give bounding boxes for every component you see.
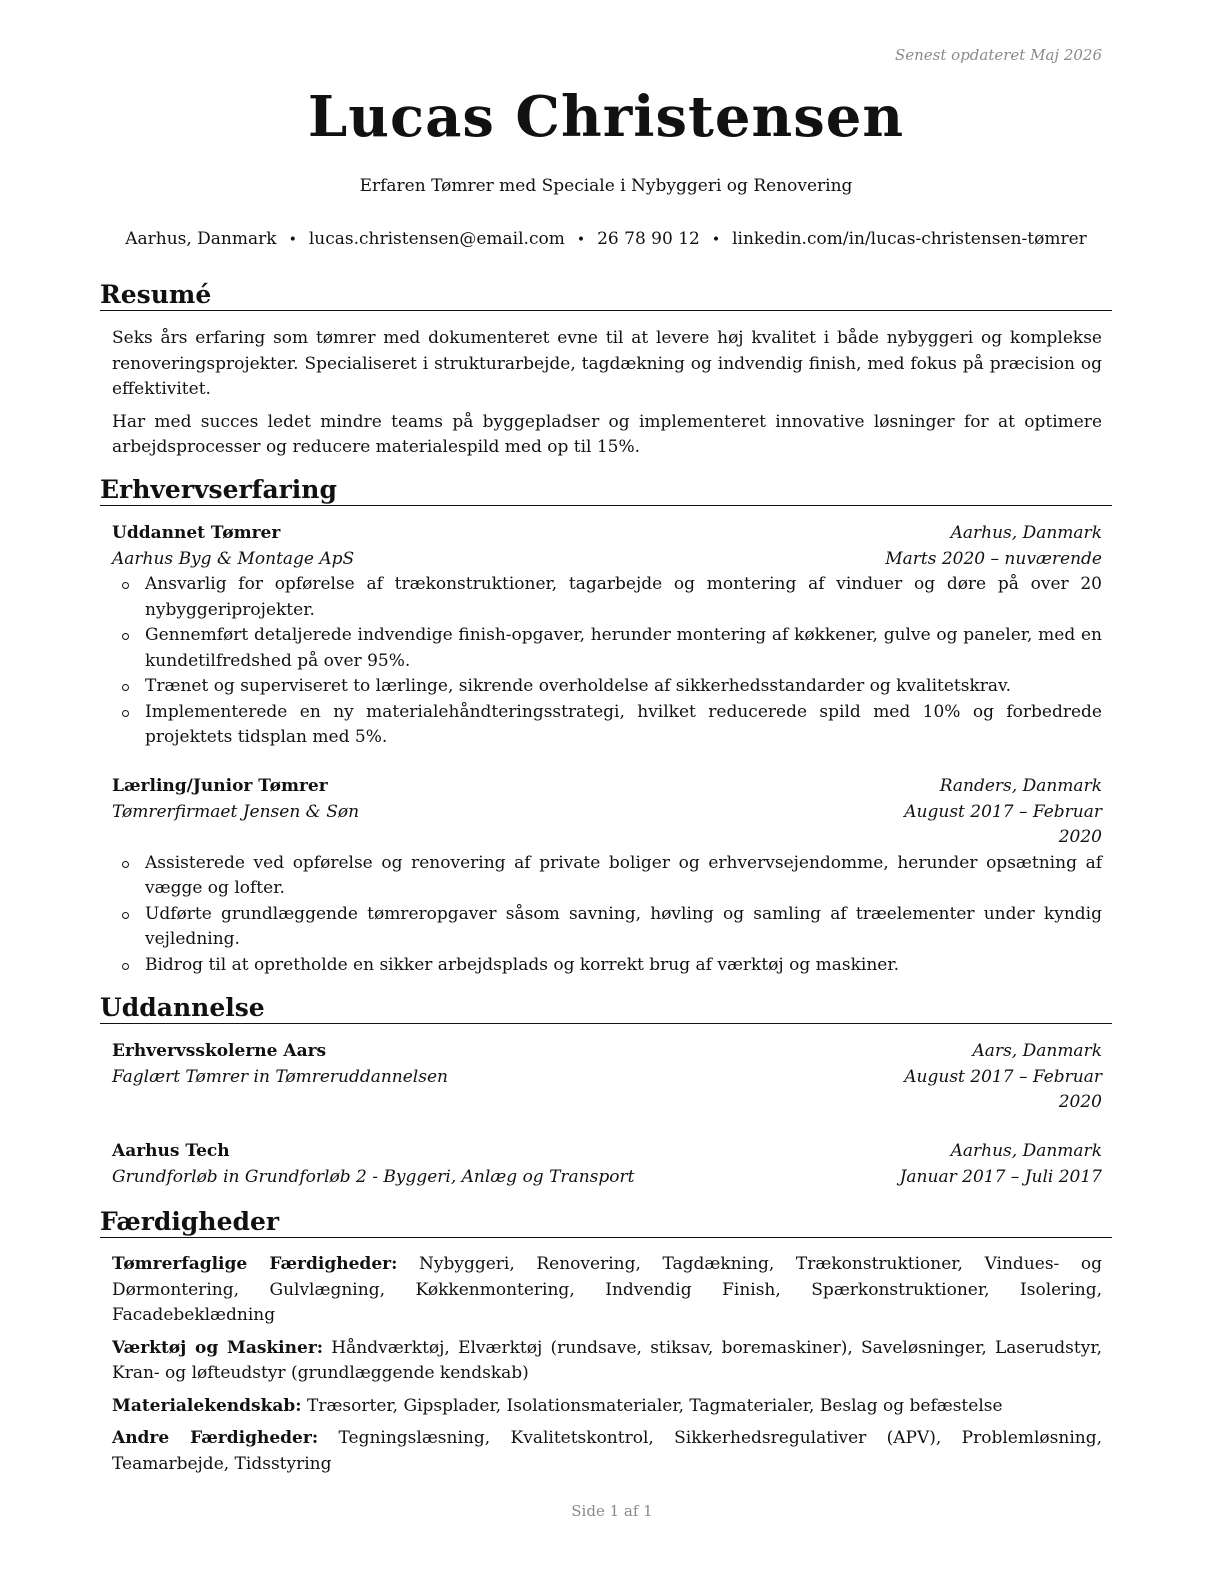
school-name: Aarhus Tech	[112, 1141, 230, 1161]
education-dates: August 2017 – Februar 2020	[904, 1066, 1102, 1112]
skill-label: Værktøj og Maskiner:	[112, 1337, 324, 1358]
skill-text: Håndværktøj, Elværktøj (rundsave, stiksav, boremaskiner), Saveløsninger, Laserudstyr, Kran- og løfteudstyr (grundlæggende kendskab)	[112, 1337, 1102, 1383]
school-location: Aarhus, Danmark	[950, 1141, 1102, 1161]
skill-group	[112, 1336, 1102, 1387]
list-item: Bidrog til at opretholde en sikker arbejdsplads og korrekt brug af værktøj og maskiner.	[112, 953, 1102, 979]
education-entry	[112, 1139, 1102, 1190]
skill-group	[112, 1252, 1102, 1329]
bullet-separator: •	[711, 232, 721, 248]
list-item: Implementerede en ny materialehåndteringsstrategi, hvilket reducerede spild med 10% og forbedrede projektets tidsplan med 5%.	[112, 700, 1102, 751]
skills-section	[112, 1252, 1102, 1484]
education-dates: Januar 2017 – Juli 2017	[899, 1166, 1102, 1187]
contact-location: Aarhus, Danmark	[125, 229, 277, 249]
bullet-separator: •	[576, 232, 586, 248]
skill-group	[112, 1394, 1102, 1420]
job-entry	[112, 774, 1102, 978]
contact-phone: 26 78 90 12	[597, 229, 700, 249]
degree: Grundforløb in Grundforløb 2 - Byggeri, Anlæg og Transport	[112, 1166, 635, 1187]
list-item: Trænet og superviseret to lærlinge, sikrende overholdelse af sikkerhedsstandarder og kvalitetskrav.	[112, 674, 1102, 700]
skill-text: Træsorter, Gipsplader, Isolationsmaterialer, Tagmaterialer, Beslag og befæstelse	[306, 1395, 1003, 1416]
section-title-education: Uddannelse	[100, 993, 1112, 1024]
contact-line	[100, 229, 1112, 249]
section-title-experience: Erhvervserfaring	[100, 475, 1112, 506]
section-title-skills: Færdigheder	[100, 1207, 1112, 1238]
skill-label: Tømrerfaglige Færdigheder:	[112, 1254, 398, 1274]
contact-linkedin[interactable]: linkedin.com/in/lucas-christensen-tømrer	[732, 229, 1087, 249]
section-title-summary: Resumé	[100, 280, 1112, 311]
bullet-separator: •	[288, 232, 297, 248]
job-bullets	[112, 851, 1102, 979]
summary-paragraph: Har med succes ledet mindre teams på byggepladser og implementeret innovative løsninger for at optimere arbejdsprocesser og reducere materialespild med op til 15%.	[112, 411, 1102, 457]
contact-email[interactable]: lucas.christensen@email.com	[308, 229, 565, 249]
job-role: Uddannet Tømrer	[112, 523, 281, 543]
school-name: Erhvervsskolerne Aars	[112, 1041, 327, 1061]
skill-label: Andre Færdigheder:	[112, 1428, 319, 1448]
list-item: Udførte grundlæggende tømreropgaver såsom savning, høvling og samling af træelementer under kyndig vejledning.	[112, 902, 1102, 953]
list-item: Assisterede ved opførelse og renovering af private boliger og erhvervsejendomme, herunder opsætning af vægge og lofter.	[112, 851, 1102, 902]
skill-text: Tegningslæsning, Kvalitetskontrol, Sikkerhedsregulativer (APV), Problemløsning, Teamarbejde, Tidsstyring	[112, 1428, 1102, 1474]
job-entry	[112, 521, 1102, 751]
last-updated: Senest opdateret Maj 2026	[894, 46, 1102, 64]
job-dates: August 2017 – Februar 2020	[904, 801, 1102, 847]
job-location: Aarhus, Danmark	[950, 523, 1102, 543]
skill-text: Nybyggeri, Renovering, Tagdækning, Trækonstruktioner, Vindues- og Dørmontering, Gulvlægning, Køkkenmontering, Indvendig Finish, Spærkonstruktioner, Isolering, Facadebeklædning	[112, 1254, 1103, 1325]
job-role: Lærling/Junior Tømrer	[112, 776, 328, 796]
skill-label: Materialekendskab:	[112, 1395, 302, 1416]
list-item: Ansvarlig for opførelse af trækonstruktioner, tagarbejde og montering af vinduer og døre på over 20 nybyggeriprojekter.	[112, 572, 1102, 623]
tagline: Erfaren Tømrer med Speciale i Nybyggeri og Renovering	[359, 176, 853, 196]
school-location: Aars, Danmark	[972, 1041, 1102, 1061]
job-dates: Marts 2020 – nuværende	[885, 548, 1102, 569]
job-location: Randers, Danmark	[939, 776, 1102, 796]
summary-paragraph: Seks års erfaring som tømrer med dokumenteret evne til at levere høj kvalitet i både nybyggeri og komplekse renoveringsprojekter. Specialiseret i strukturarbejde, tagdækning og indvendig finish, med fokus på præcision og effektivitet.	[112, 328, 1102, 399]
list-item: Gennemført detaljerede indvendige finish-opgaver, herunder montering af køkkener, gulve og paneler, med en kundetilfredshed på over 95%.	[112, 623, 1102, 674]
job-company: Tømrerfirmaet Jensen & Søn	[112, 801, 360, 822]
education-entry	[112, 1039, 1102, 1116]
degree: Faglært Tømrer in Tømreruddannelsen	[112, 1066, 448, 1087]
job-bullets	[112, 572, 1102, 751]
person-name: Lucas Christensen	[307, 84, 905, 150]
summary-section	[112, 326, 1102, 468]
page-number: Side 1 af 1	[571, 1502, 653, 1520]
skill-group	[112, 1426, 1102, 1477]
job-company: Aarhus Byg & Montage ApS	[112, 548, 355, 569]
